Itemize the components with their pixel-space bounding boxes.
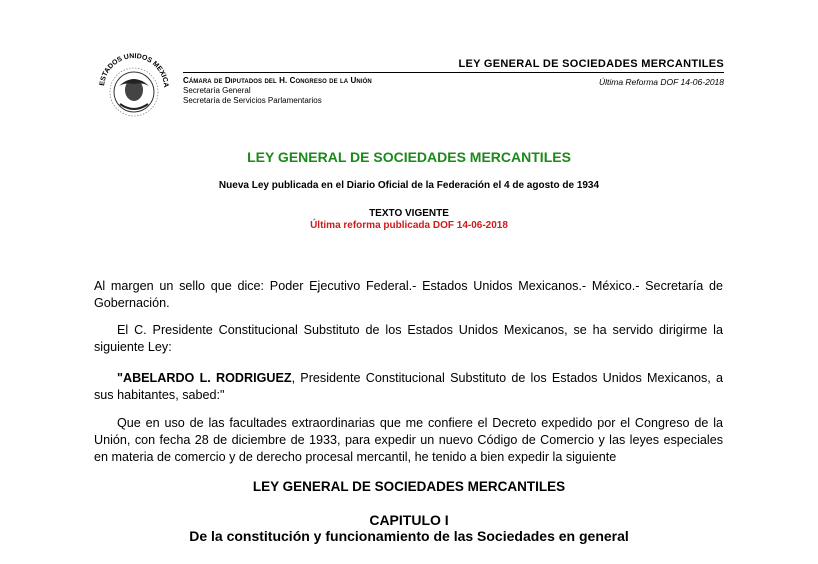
paragraph-facultades: Que en uso de las facultades extraordinarias que me confiere el Decreto expedido por el Congreso de la Unión, con fecha 28 de diciembre de 1933, para expedir un nuevo Código de Comercio y las leyes especiales en materia de comercio y de derecho procesal mercantil, he tenido a bien expedir la siguiente: [94, 416, 723, 464]
header-rule: [183, 72, 724, 73]
paragraph-abelardo: [94, 370, 723, 404]
law-heading: LEY GENERAL DE SOCIEDADES MERCANTILES: [252, 479, 566, 494]
abelardo-name: "ABELARDO L. RODRIGUEZ: [117, 371, 292, 385]
abelardo-rest: , Presidente Constitucional Substituto de los Estados Unidos Mexicanos, a sus habitantes, sabed:": [94, 371, 723, 402]
servicios-parlamentarios: Secretaría de Servicios Parlamentarios: [183, 96, 322, 105]
texto-vigente: TEXTO VIGENTE: [369, 208, 449, 219]
last-reform-note: Última reforma publicada DOF 14-06-2018: [310, 220, 508, 231]
secretaria-general: Secretaría General: [183, 86, 251, 95]
header-reform-date: Última Reforma DOF 14-06-2018: [598, 77, 724, 87]
mexican-seal-icon: [94, 48, 174, 128]
chapter-subtitle: De la constitución y funcionamiento de las Sociedades en general: [189, 528, 629, 544]
chapter-heading: CAPITULO I: [369, 512, 449, 528]
paragraph-presidente: El C. Presidente Constitucional Substituto de los Estados Unidos Mexicanos, se ha servido dirigirme la siguiente Ley:: [94, 323, 723, 354]
publication-note: Nueva Ley publicada en el Diario Oficial de la Federación el 4 de agosto de 1934: [218, 180, 600, 191]
camara-name: Cámara de Diputados del H. Congreso de la Unión: [183, 76, 372, 85]
header-law-title: LEY GENERAL DE SOCIEDADES MERCANTILES: [458, 58, 724, 70]
svg-text:ESTADOS UNIDOS MEXICANOS: ESTADOS UNIDOS MEXICA: [99, 52, 170, 88]
document-title: LEY GENERAL DE SOCIEDADES MERCANTILES: [247, 149, 571, 165]
paragraph-sello: Al margen un sello que dice: Poder Ejecutivo Federal.- Estados Unidos Mexicanos.- México.- Secretaría de Gobernación.: [94, 279, 723, 310]
header-issuer: [183, 76, 372, 106]
